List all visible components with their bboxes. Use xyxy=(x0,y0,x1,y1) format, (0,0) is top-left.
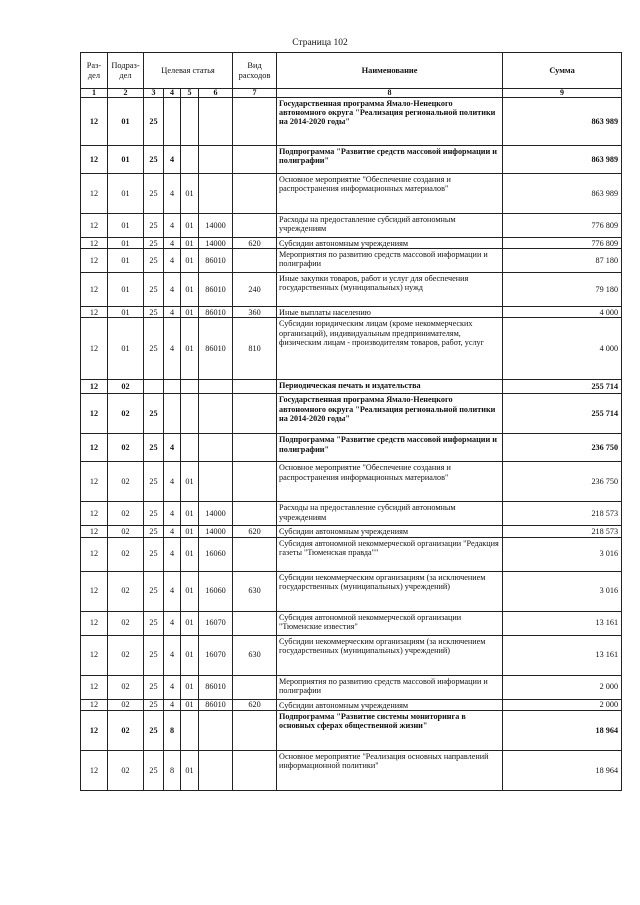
sum-cell: 255 714 xyxy=(503,380,622,394)
table-row xyxy=(81,611,622,635)
code-cell-c7: 620 xyxy=(233,699,277,710)
code-cell-c4: 4 xyxy=(164,273,181,307)
sum-cell: 13 161 xyxy=(503,611,622,635)
name-cell: Субсидия автономной некоммерческой организации "Тюменские известия" xyxy=(277,611,503,635)
code-cell-c6 xyxy=(199,380,233,394)
code-cell-c2: 01 xyxy=(108,273,144,307)
column-number: 3 xyxy=(144,89,164,98)
table-row xyxy=(81,174,622,214)
code-cell-c5 xyxy=(181,394,199,434)
name-cell: Подпрограмма "Развитие средств массовой информации и полиграфии" xyxy=(277,146,503,174)
code-cell-c2: 02 xyxy=(108,675,144,699)
name-cell: Основное мероприятие "Обеспечение создания и распространения информационных материалов" xyxy=(277,462,503,502)
table-row xyxy=(81,699,622,710)
code-cell-c5: 01 xyxy=(181,273,199,307)
column-number-row xyxy=(81,89,622,98)
sum-cell: 776 809 xyxy=(503,214,622,238)
sum-cell: 2 000 xyxy=(503,699,622,710)
name-cell: Расходы на предоставление субсидий автономным учреждениям xyxy=(277,502,503,526)
code-cell-c2: 01 xyxy=(108,174,144,214)
code-cell-c7 xyxy=(233,750,277,790)
code-cell-c3: 25 xyxy=(144,699,164,710)
name-cell: Субсидии автономным учреждениям xyxy=(277,526,503,537)
code-cell-c4: 4 xyxy=(164,214,181,238)
code-cell-c5: 01 xyxy=(181,462,199,502)
code-cell-c5: 01 xyxy=(181,174,199,214)
code-cell-c7 xyxy=(233,502,277,526)
code-cell-c6 xyxy=(199,462,233,502)
code-cell-c2: 02 xyxy=(108,434,144,462)
name-cell: Государственная программа Ямало-Ненецкого автономного округа "Реализация региональной политики на 2014-2020 годы" xyxy=(277,98,503,146)
name-cell: Государственная программа Ямало-Ненецкого автономного округа "Реализация региональной политики на 2014-2020 годы" xyxy=(277,394,503,434)
code-cell-c4 xyxy=(164,380,181,394)
code-cell-c1: 12 xyxy=(81,611,108,635)
name-cell: Субсидия автономной некоммерческой организации "Редакция газеты "Тюменская правда"" xyxy=(277,537,503,571)
code-cell-c2: 01 xyxy=(108,214,144,238)
code-cell-c3: 25 xyxy=(144,502,164,526)
code-cell-c2: 02 xyxy=(108,699,144,710)
code-cell-c4 xyxy=(164,394,181,434)
code-cell-c1: 12 xyxy=(81,710,108,750)
sum-cell: 3 016 xyxy=(503,537,622,571)
table-row xyxy=(81,635,622,675)
table-row xyxy=(81,146,622,174)
code-cell-c5: 01 xyxy=(181,238,199,249)
name-cell: Субсидии юридическим лицам (кроме некоммерческих организаций), индивидуальным предпринимателям, физическим лицам - производителям товаров, работ, услуг xyxy=(277,318,503,380)
code-cell-c2: 02 xyxy=(108,537,144,571)
code-cell-c6: 16070 xyxy=(199,635,233,675)
column-number: 9 xyxy=(503,89,622,98)
header-celevaya: Целевая статья xyxy=(144,53,233,89)
column-number: 4 xyxy=(164,89,181,98)
code-cell-c4: 8 xyxy=(164,750,181,790)
column-number: 6 xyxy=(199,89,233,98)
code-cell-c2: 02 xyxy=(108,635,144,675)
code-cell-c5: 01 xyxy=(181,611,199,635)
table-row xyxy=(81,675,622,699)
code-cell-c6: 86010 xyxy=(199,318,233,380)
code-cell-c6: 86010 xyxy=(199,273,233,307)
code-cell-c3: 25 xyxy=(144,675,164,699)
header-sum: Сумма xyxy=(503,53,622,89)
code-cell-c1: 12 xyxy=(81,214,108,238)
code-cell-c4: 4 xyxy=(164,174,181,214)
code-cell-c2: 02 xyxy=(108,502,144,526)
code-cell-c3: 25 xyxy=(144,462,164,502)
table-row xyxy=(81,502,622,526)
table-row xyxy=(81,238,622,249)
code-cell-c5: 01 xyxy=(181,537,199,571)
code-cell-c6: 16060 xyxy=(199,537,233,571)
code-cell-c2: 01 xyxy=(108,249,144,273)
code-cell-c4: 4 xyxy=(164,249,181,273)
code-cell-c4: 4 xyxy=(164,318,181,380)
code-cell-c6: 16070 xyxy=(199,611,233,635)
code-cell-c6 xyxy=(199,146,233,174)
code-cell-c3: 25 xyxy=(144,750,164,790)
code-cell-c7 xyxy=(233,710,277,750)
code-cell-c4: 4 xyxy=(164,502,181,526)
code-cell-c7: 360 xyxy=(233,307,277,318)
name-cell: Основное мероприятие "Реализация основных направлений информационной политики" xyxy=(277,750,503,790)
code-cell-c6 xyxy=(199,750,233,790)
column-number: 8 xyxy=(277,89,503,98)
code-cell-c1: 12 xyxy=(81,434,108,462)
code-cell-c1: 12 xyxy=(81,537,108,571)
code-cell-c2: 01 xyxy=(108,238,144,249)
code-cell-c4: 4 xyxy=(164,434,181,462)
code-cell-c3: 25 xyxy=(144,238,164,249)
code-cell-c3: 25 xyxy=(144,249,164,273)
code-cell-c6 xyxy=(199,434,233,462)
sum-cell: 79 180 xyxy=(503,273,622,307)
code-cell-c5: 01 xyxy=(181,699,199,710)
sum-cell: 218 573 xyxy=(503,526,622,537)
code-cell-c4: 4 xyxy=(164,462,181,502)
code-cell-c1: 12 xyxy=(81,146,108,174)
code-cell-c6: 86010 xyxy=(199,307,233,318)
code-cell-c1: 12 xyxy=(81,502,108,526)
code-cell-c6: 14000 xyxy=(199,238,233,249)
table-row xyxy=(81,526,622,537)
code-cell-c4: 4 xyxy=(164,699,181,710)
table-row xyxy=(81,571,622,611)
code-cell-c2: 02 xyxy=(108,611,144,635)
code-cell-c2: 02 xyxy=(108,394,144,434)
code-cell-c6: 14000 xyxy=(199,502,233,526)
code-cell-c7 xyxy=(233,146,277,174)
code-cell-c5: 01 xyxy=(181,526,199,537)
code-cell-c3: 25 xyxy=(144,307,164,318)
code-cell-c3: 25 xyxy=(144,537,164,571)
table-row xyxy=(81,214,622,238)
table-row xyxy=(81,307,622,318)
code-cell-c7 xyxy=(233,462,277,502)
code-cell-c4: 4 xyxy=(164,238,181,249)
code-cell-c2: 02 xyxy=(108,710,144,750)
code-cell-c1: 12 xyxy=(81,249,108,273)
name-cell: Подпрограмма "Развитие средств массовой информации и полиграфии" xyxy=(277,434,503,462)
code-cell-c6 xyxy=(199,710,233,750)
code-cell-c2: 01 xyxy=(108,307,144,318)
code-cell-c6 xyxy=(199,394,233,434)
code-cell-c1: 12 xyxy=(81,462,108,502)
code-cell-c7: 620 xyxy=(233,526,277,537)
name-cell: Мероприятия по развитию средств массовой информации и полиграфии xyxy=(277,249,503,273)
code-cell-c7 xyxy=(233,434,277,462)
code-cell-c5 xyxy=(181,146,199,174)
code-cell-c1: 12 xyxy=(81,273,108,307)
code-cell-c7 xyxy=(233,380,277,394)
code-cell-c5: 01 xyxy=(181,249,199,273)
code-cell-c5: 01 xyxy=(181,675,199,699)
code-cell-c7: 630 xyxy=(233,635,277,675)
header-podrazdel: Подраз-дел xyxy=(108,53,144,89)
code-cell-c1: 12 xyxy=(81,675,108,699)
budget-table xyxy=(80,52,622,791)
code-cell-c7: 620 xyxy=(233,238,277,249)
name-cell: Иные выплаты населению xyxy=(277,307,503,318)
code-cell-c2: 02 xyxy=(108,526,144,537)
name-cell: Периодическая печать и издательства xyxy=(277,380,503,394)
code-cell-c2: 01 xyxy=(108,98,144,146)
sum-cell: 87 180 xyxy=(503,249,622,273)
code-cell-c3: 25 xyxy=(144,146,164,174)
code-cell-c1: 12 xyxy=(81,750,108,790)
code-cell-c1: 12 xyxy=(81,699,108,710)
header-name: Наименование xyxy=(277,53,503,89)
sum-cell: 236 750 xyxy=(503,462,622,502)
code-cell-c4: 4 xyxy=(164,675,181,699)
code-cell-c1: 12 xyxy=(81,380,108,394)
code-cell-c5: 01 xyxy=(181,635,199,675)
code-cell-c3: 25 xyxy=(144,214,164,238)
table-row xyxy=(81,434,622,462)
code-cell-c1: 12 xyxy=(81,174,108,214)
sum-cell: 2 000 xyxy=(503,675,622,699)
table-row xyxy=(81,318,622,380)
code-cell-c4: 4 xyxy=(164,571,181,611)
code-cell-c2: 01 xyxy=(108,146,144,174)
code-cell-c3: 25 xyxy=(144,318,164,380)
table-row xyxy=(81,98,622,146)
name-cell: Мероприятия по развитию средств массовой информации и полиграфии xyxy=(277,675,503,699)
code-cell-c1: 12 xyxy=(81,635,108,675)
name-cell: Субсидии автономным учреждениям xyxy=(277,699,503,710)
table-row xyxy=(81,537,622,571)
code-cell-c5 xyxy=(181,380,199,394)
sum-cell: 776 809 xyxy=(503,238,622,249)
sum-cell: 13 161 xyxy=(503,635,622,675)
name-cell: Субсидии некоммерческим организациям (за исключением государственных (муниципальных) учреждений) xyxy=(277,571,503,611)
code-cell-c4: 4 xyxy=(164,635,181,675)
sum-cell: 255 714 xyxy=(503,394,622,434)
name-cell: Иные закупки товаров, работ и услуг для обеспечения государственных (муниципальных) нужд xyxy=(277,273,503,307)
name-cell: Подпрограмма "Развитие системы мониторинга в основных сферах общественной жизни" xyxy=(277,710,503,750)
code-cell-c1: 12 xyxy=(81,318,108,380)
code-cell-c6: 86010 xyxy=(199,249,233,273)
sum-cell: 4 000 xyxy=(503,307,622,318)
code-cell-c1: 12 xyxy=(81,526,108,537)
column-number: 7 xyxy=(233,89,277,98)
sum-cell: 3 016 xyxy=(503,571,622,611)
sum-cell: 863 989 xyxy=(503,98,622,146)
table-row xyxy=(81,380,622,394)
code-cell-c7 xyxy=(233,214,277,238)
code-cell-c3: 25 xyxy=(144,710,164,750)
code-cell-c2: 02 xyxy=(108,571,144,611)
code-cell-c6: 16060 xyxy=(199,571,233,611)
sum-cell: 18 964 xyxy=(503,750,622,790)
code-cell-c7: 240 xyxy=(233,273,277,307)
table-row xyxy=(81,462,622,502)
code-cell-c3: 25 xyxy=(144,571,164,611)
header-razdel: Раз-дел xyxy=(81,53,108,89)
sum-cell: 4 000 xyxy=(503,318,622,380)
sum-cell: 218 573 xyxy=(503,502,622,526)
code-cell-c6 xyxy=(199,98,233,146)
code-cell-c5: 01 xyxy=(181,214,199,238)
name-cell: Субсидии автономным учреждениям xyxy=(277,238,503,249)
code-cell-c5: 01 xyxy=(181,571,199,611)
code-cell-c4 xyxy=(164,98,181,146)
name-cell: Основное мероприятие "Обеспечение создания и распространения информационных материалов" xyxy=(277,174,503,214)
code-cell-c3 xyxy=(144,380,164,394)
code-cell-c7 xyxy=(233,611,277,635)
code-cell-c5: 01 xyxy=(181,318,199,380)
code-cell-c5 xyxy=(181,710,199,750)
column-number: 1 xyxy=(81,89,108,98)
table-row xyxy=(81,394,622,434)
table-row xyxy=(81,249,622,273)
code-cell-c4: 8 xyxy=(164,710,181,750)
page-number: Страница 102 xyxy=(292,38,348,48)
code-cell-c2: 02 xyxy=(108,750,144,790)
code-cell-c6: 14000 xyxy=(199,526,233,537)
name-cell: Субсидии некоммерческим организациям (за исключением государственных (муниципальных) учреждений) xyxy=(277,635,503,675)
code-cell-c1: 12 xyxy=(81,307,108,318)
code-cell-c7 xyxy=(233,394,277,434)
sum-cell: 236 750 xyxy=(503,434,622,462)
code-cell-c7 xyxy=(233,537,277,571)
code-cell-c5: 01 xyxy=(181,750,199,790)
code-cell-c7: 810 xyxy=(233,318,277,380)
code-cell-c1: 12 xyxy=(81,98,108,146)
code-cell-c3: 25 xyxy=(144,526,164,537)
code-cell-c3: 25 xyxy=(144,174,164,214)
header-vid: Вид расходов xyxy=(233,53,277,89)
code-cell-c4: 4 xyxy=(164,526,181,537)
code-cell-c4: 4 xyxy=(164,537,181,571)
code-cell-c3: 25 xyxy=(144,611,164,635)
code-cell-c2: 02 xyxy=(108,380,144,394)
code-cell-c6: 86010 xyxy=(199,675,233,699)
code-cell-c4: 4 xyxy=(164,307,181,318)
code-cell-c3: 25 xyxy=(144,394,164,434)
code-cell-c1: 12 xyxy=(81,571,108,611)
code-cell-c2: 01 xyxy=(108,318,144,380)
code-cell-c7 xyxy=(233,174,277,214)
code-cell-c7 xyxy=(233,249,277,273)
name-cell: Расходы на предоставление субсидий автономным учреждениям xyxy=(277,214,503,238)
sum-cell: 18 964 xyxy=(503,710,622,750)
column-number: 5 xyxy=(181,89,199,98)
code-cell-c3: 25 xyxy=(144,434,164,462)
code-cell-c6: 14000 xyxy=(199,214,233,238)
code-cell-c5: 01 xyxy=(181,307,199,318)
sum-cell: 863 989 xyxy=(503,174,622,214)
code-cell-c1: 12 xyxy=(81,238,108,249)
code-cell-c3: 25 xyxy=(144,98,164,146)
table-row xyxy=(81,710,622,750)
code-cell-c6: 86010 xyxy=(199,699,233,710)
sum-cell: 863 989 xyxy=(503,146,622,174)
code-cell-c1: 12 xyxy=(81,394,108,434)
table-row xyxy=(81,750,622,790)
code-cell-c3: 25 xyxy=(144,273,164,307)
code-cell-c4: 4 xyxy=(164,146,181,174)
code-cell-c6 xyxy=(199,174,233,214)
code-cell-c5: 01 xyxy=(181,502,199,526)
code-cell-c2: 02 xyxy=(108,462,144,502)
code-cell-c5 xyxy=(181,434,199,462)
code-cell-c3: 25 xyxy=(144,635,164,675)
code-cell-c7: 630 xyxy=(233,571,277,611)
code-cell-c5 xyxy=(181,98,199,146)
code-cell-c4: 4 xyxy=(164,611,181,635)
code-cell-c7 xyxy=(233,98,277,146)
code-cell-c7 xyxy=(233,675,277,699)
column-number: 2 xyxy=(108,89,144,98)
table-row xyxy=(81,273,622,307)
